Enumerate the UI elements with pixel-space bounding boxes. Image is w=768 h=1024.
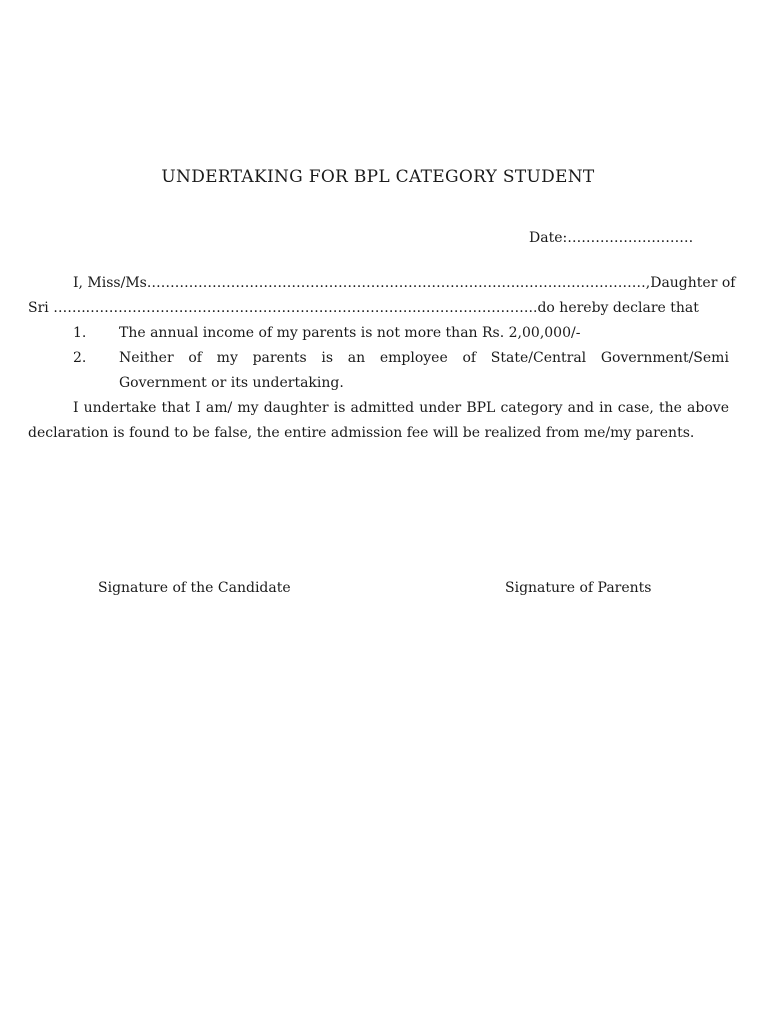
list-item [28, 346, 729, 371]
list-word: of [462, 350, 477, 366]
daughter-of-label: Daughter of [650, 275, 736, 291]
list-item [28, 321, 729, 346]
list-word: parents [252, 350, 307, 366]
list-text [119, 346, 729, 371]
name-label: I, Miss/Ms. [73, 275, 152, 291]
list-word: Neither [119, 350, 174, 366]
name-blank: …………………………………………………………………….………………………, [151, 275, 651, 291]
list-number: 1. [73, 325, 87, 341]
undertaking-paragraph: I undertake that I am/ my daughter is admitted under BPL category and in case, the above declaration is found to be false, the entire admission fee will be realized from me/my parents. [28, 400, 729, 441]
list-word: of [188, 350, 202, 366]
candidate-signature-label: Signature of the Candidate [98, 580, 291, 596]
list-text: The annual income of my parents is not more than Rs. 2,00,000/- [119, 325, 581, 341]
list-word: an [347, 350, 366, 366]
father-name-line: Sri ……..…………………………………………………………….……………………..do hereby declare that [28, 300, 699, 316]
date-field: Date:……………………… [529, 230, 694, 246]
list-word: my [216, 350, 238, 366]
list-word: State/Central [490, 350, 587, 366]
list-word: Government/Semi [600, 350, 729, 366]
name-line [28, 271, 736, 296]
declaration-body [28, 271, 736, 446]
list-word: is [321, 350, 334, 366]
document-title: UNDERTAKING FOR BPL CATEGORY STUDENT [161, 167, 595, 187]
list-number: 2. [73, 350, 87, 366]
list-word: employee [379, 350, 448, 366]
parents-signature-label: Signature of Parents [505, 580, 652, 596]
list-continuation: Government or its undertaking. [119, 375, 344, 391]
